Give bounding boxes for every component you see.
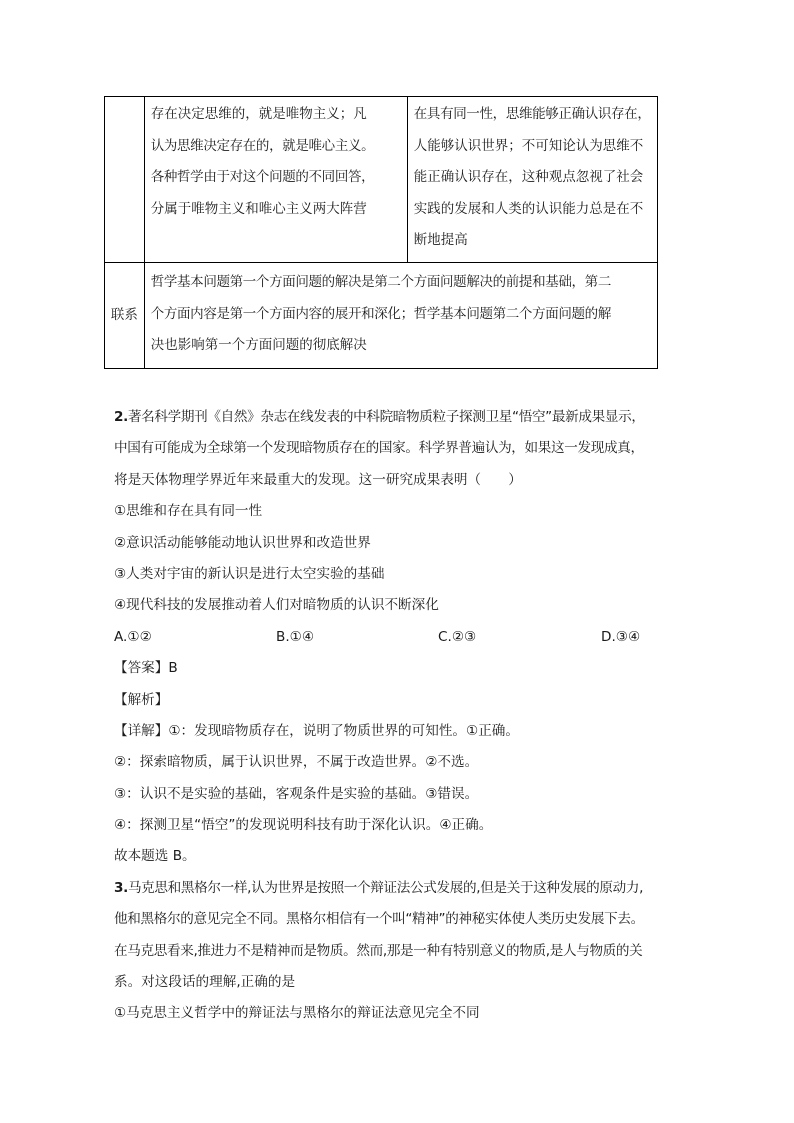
option-text: ①② bbox=[127, 628, 152, 645]
cell-line: 实践的发展和人类的认识能力总是在不 bbox=[413, 200, 644, 217]
option-key: C. bbox=[438, 628, 452, 645]
option-text: ②③ bbox=[451, 628, 477, 645]
cell-line: 各种哲学由于对这个问题的不同回答， bbox=[150, 169, 375, 185]
question-number: 2. bbox=[114, 409, 128, 425]
conclusion-line: 故本题选 B。 bbox=[114, 848, 196, 865]
option-c bbox=[438, 622, 476, 653]
cell-line: 分属于唯物主义和唯心主义两大阵营 bbox=[150, 200, 367, 217]
question-2-stem-line: 中国有可能成为全球第一个发现暗物质存在的国家。科学界普遍认为，如果这一发现成真， bbox=[114, 440, 644, 457]
connection-cell bbox=[144, 263, 657, 369]
statement: ②意识活动能够能动地认识世界和改造世界 bbox=[114, 534, 371, 551]
cell-line: 决也影响第一个方面问题的彻底解决 bbox=[150, 337, 367, 353]
question-3-stem-line: 他和黑格尔的意见完全不同。黑格尔相信有一个叫“精神”的神秘实体使人类历史发展下去。 bbox=[114, 911, 644, 928]
cell-line: 认为思维决定存在的，就是唯心主义。 bbox=[150, 137, 375, 154]
row-label-cell bbox=[105, 97, 145, 263]
statement: ①马克思主义哲学中的辩证法与黑格尔的辩证法意见完全不同 bbox=[114, 1005, 480, 1022]
option-key: B. bbox=[276, 628, 290, 645]
table-row bbox=[105, 97, 658, 263]
detail-line: ④：探测卫星“悟空”的发现说明科技有助于深化认识。④正确。 bbox=[114, 817, 493, 834]
cell-line: 存在决定思维的，就是唯物主义；凡 bbox=[150, 106, 367, 122]
option-a bbox=[114, 622, 152, 653]
cell-line: 个方面内容是第一个方面内容的展开和深化；哲学基本问题第二个方面问题的解 bbox=[150, 305, 611, 322]
answer-options bbox=[114, 622, 674, 653]
question-3-stem-line: 在马克思看来,推进力不是精神而是物质。然而,那是一种有特别意义的物质,是人与物质的关 bbox=[114, 942, 643, 959]
row-label-cell: 联系 bbox=[105, 263, 145, 369]
option-text: ①④ bbox=[289, 628, 315, 645]
questions-content bbox=[114, 402, 674, 1030]
materialism-idealism-cell bbox=[144, 97, 407, 263]
cell-line: 断地提高 bbox=[413, 232, 468, 248]
comparison-table bbox=[104, 96, 658, 369]
agnosticism-cell bbox=[407, 97, 657, 263]
stem-text: 著名科学期刊《自然》杂志在线发表的中科院暗物质粒子探测卫星“悟空”最新成果显示， bbox=[127, 409, 645, 425]
statement: ①思维和存在具有同一性 bbox=[114, 503, 263, 520]
option-key: A. bbox=[114, 628, 128, 645]
answer-tag: 【答案】 bbox=[114, 660, 169, 677]
option-d bbox=[601, 622, 640, 653]
option-text: ③④ bbox=[615, 628, 641, 645]
cell-line: 在具有同一性，思维能够正确认识存在， bbox=[413, 106, 651, 122]
answer-line bbox=[114, 653, 674, 684]
question-3-stem-line bbox=[114, 873, 674, 904]
question-2-stem-line bbox=[114, 402, 674, 433]
analysis-tag: 【解析】 bbox=[114, 691, 169, 708]
question-number: 3. bbox=[114, 879, 128, 896]
question-3-stem-line: 系。对这段话的理解,正确的是 bbox=[114, 974, 296, 991]
cell-line: 人能够认识世界；不可知论认为思维不 bbox=[413, 137, 644, 154]
table-row bbox=[105, 263, 658, 369]
stem-text: 马克思和黑格尔一样,认为世界是按照一个辩证法公式发展的,但是关于这种发展的原动力, bbox=[127, 879, 644, 896]
detail-line bbox=[114, 716, 674, 747]
detail-line: ③：认识不是实验的基础，客观条件是实验的基础。③错误。 bbox=[114, 785, 479, 802]
detail-text: ①：发现暗物质存在，说明了物质世界的可知性。①正确。 bbox=[168, 722, 519, 739]
question-2-stem-line: 将是天体物理学界近年来最重大的发现。这一研究成果表明（ ） bbox=[114, 471, 522, 488]
statement: ④现代科技的发展推动着人们对暗物质的认识不断深化 bbox=[114, 597, 439, 614]
option-key: D. bbox=[601, 628, 616, 645]
statement: ③人类对宇宙的新认识是进行太空实验的基础 bbox=[114, 565, 385, 582]
cell-line: 能正确认识存在，这种观点忽视了社会 bbox=[413, 169, 644, 185]
detail-line: ②：探索暗物质，属于认识世界，不属于改造世界。②不选。 bbox=[114, 754, 479, 771]
detail-tag: 【详解】 bbox=[114, 722, 169, 739]
answer-value: B bbox=[168, 660, 178, 677]
cell-line: 哲学基本问题第一个方面问题的解决是第二个方面问题解决的前提和基础，第二 bbox=[150, 274, 611, 290]
option-b bbox=[276, 622, 314, 653]
